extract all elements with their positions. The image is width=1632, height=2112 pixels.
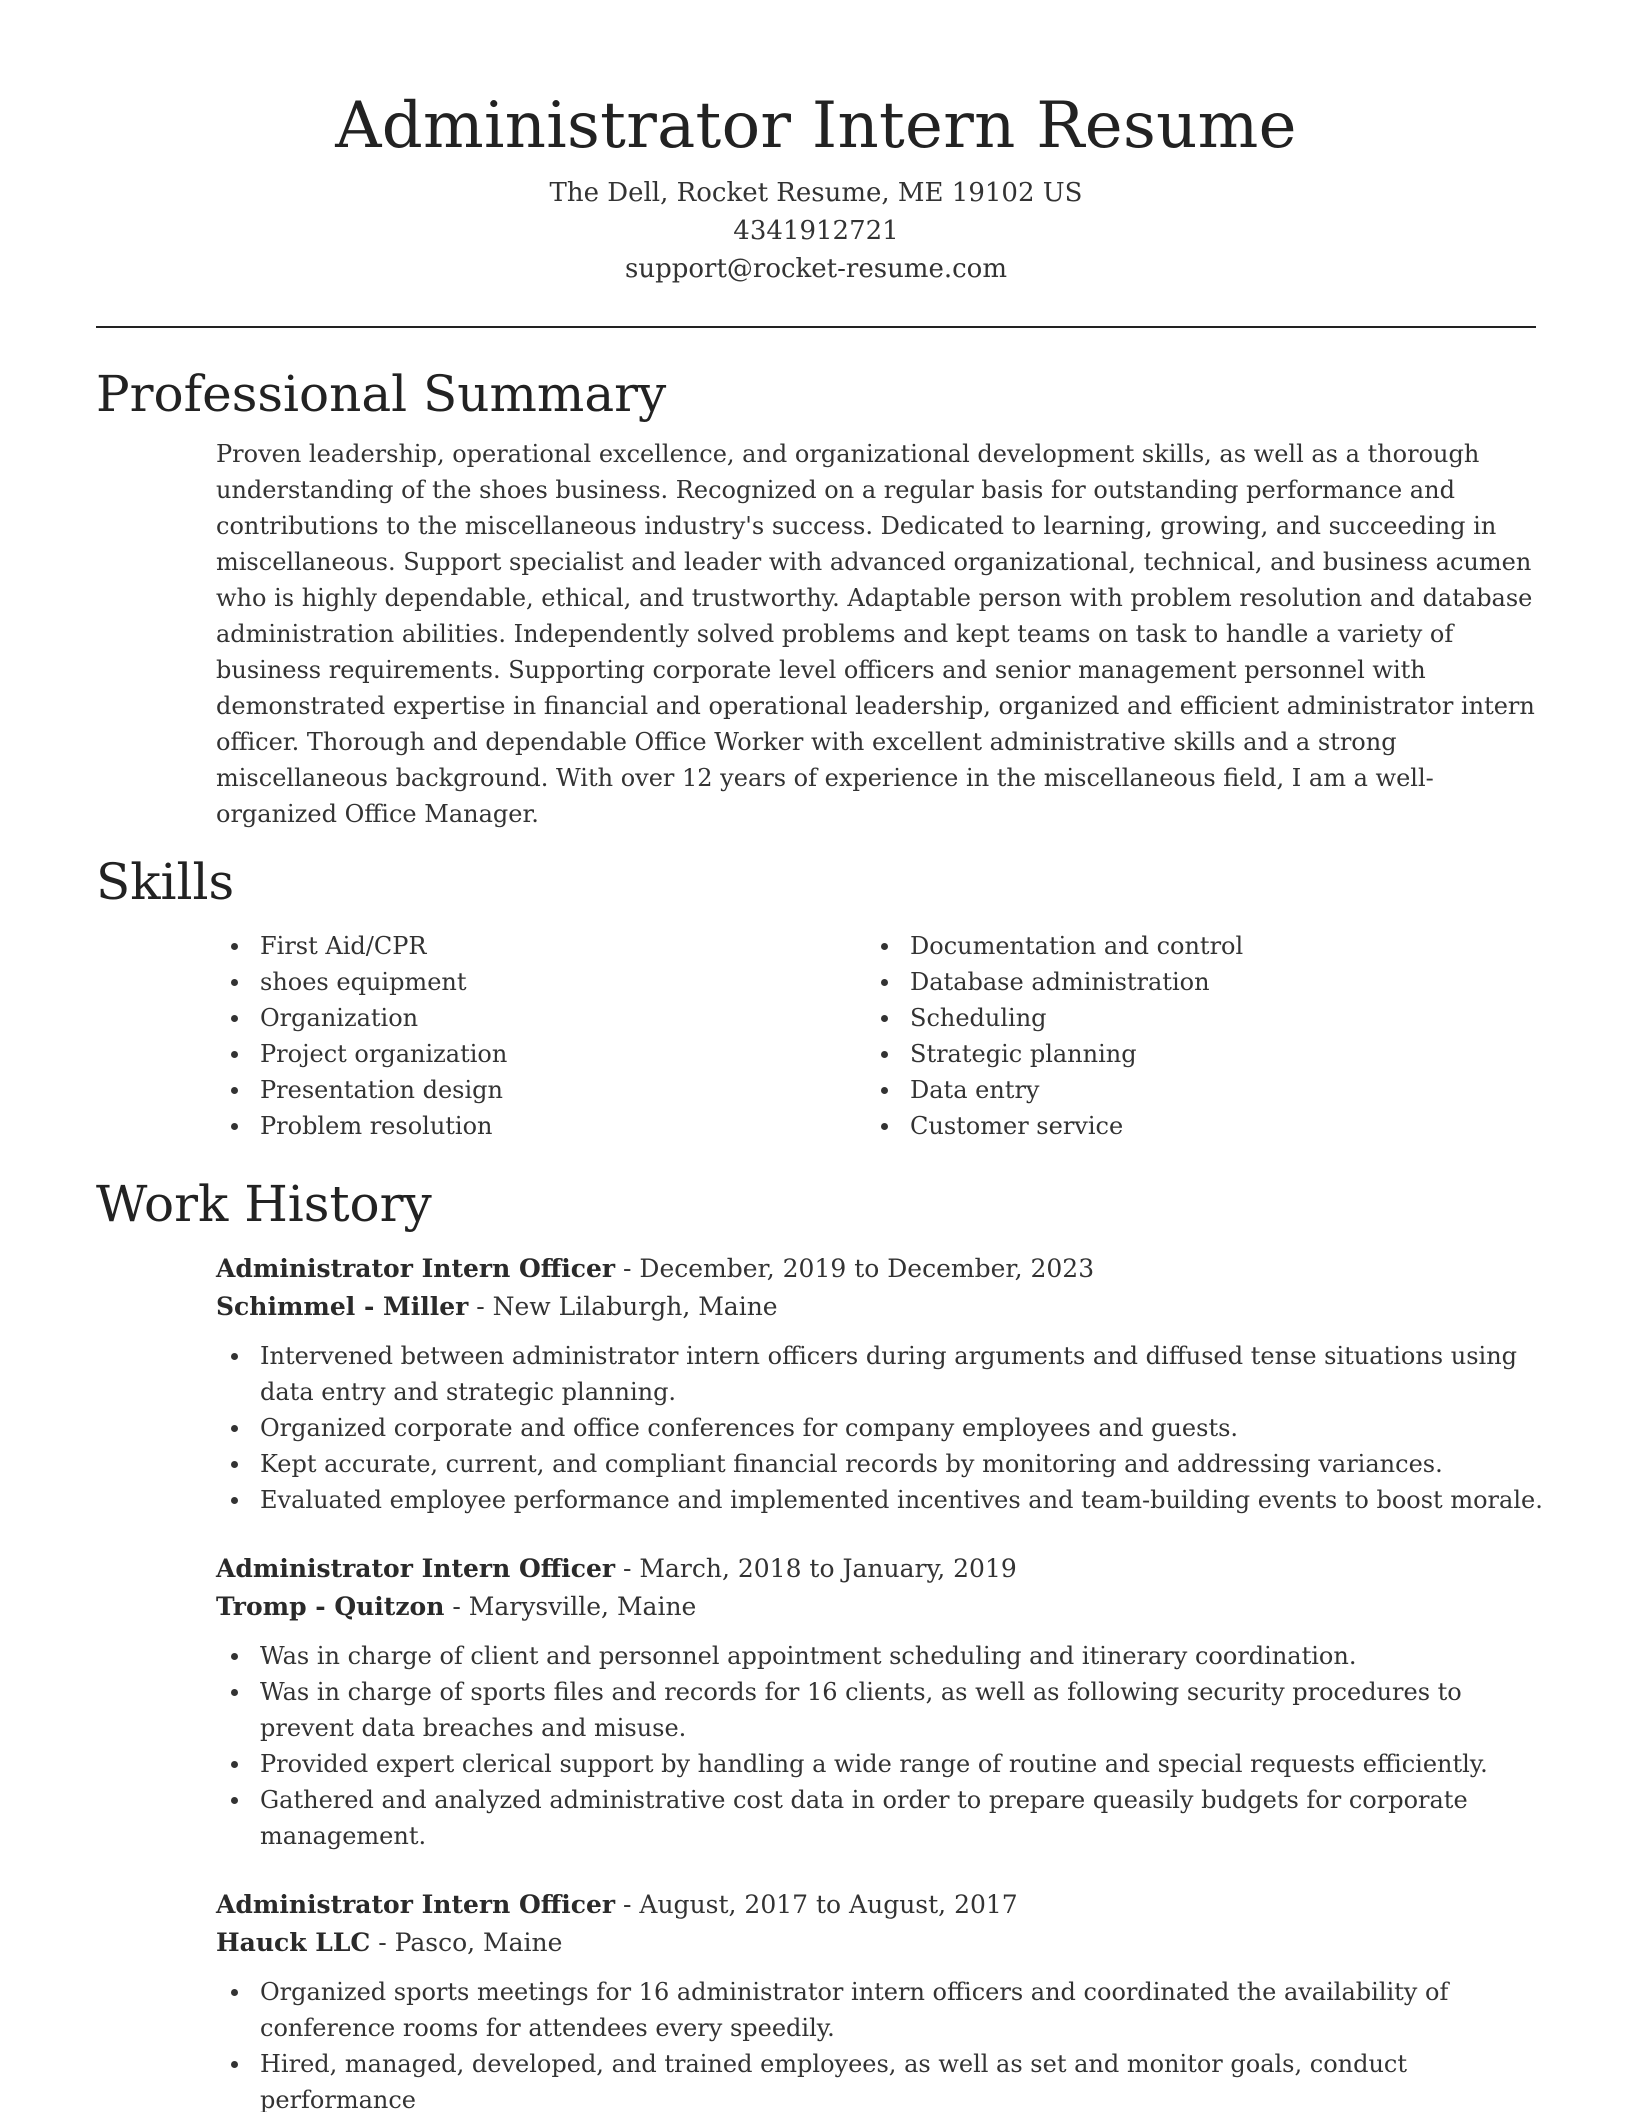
duty-item: Kept accurate, current, and compliant financial records by monitoring and addressing variances. [216,1446,1546,1482]
job-title-line: Administrator Intern Officer - December, 2019 to December, 2023 [216,1254,1095,1283]
job-company: Schimmel - Miller [216,1292,469,1321]
job-duties [216,1638,1546,1854]
job-title-line: Administrator Intern Officer - March, 2018 to January, 2019 [216,1554,1017,1583]
skills-column-left [216,928,866,1144]
duty-item: Hired, managed, developed, and trained employees, as well as set and monitor goals, conduct performance [216,2046,1546,2112]
resume-page [96,0,1543,2112]
skill-item: Project organization [216,1036,866,1072]
job-duties [216,1338,1546,1518]
job-company-line: Schimmel - Miller - New Lilaburgh, Maine [216,1292,778,1321]
skill-item: Database administration [866,964,1516,1000]
skill-item: Strategic planning [866,1036,1516,1072]
summary-heading: Professional Summary [96,365,667,423]
job-entry [216,1250,1546,1518]
skill-item: Customer service [866,1108,1516,1144]
resume-title: Administrator Intern Resume [335,89,1297,163]
duty-item: Intervened between administrator intern officers during arguments and diffused tense situations using data entry and strategic planning. [216,1338,1546,1410]
duty-item: Gathered and analyzed administrative cost data in order to prepare queasily budgets for corporate management. [216,1782,1546,1854]
work-history-heading: Work History [96,1175,432,1233]
job-company-line: Tromp - Quitzon - Marysville, Maine [216,1592,697,1621]
contact-block [96,174,1536,288]
job-company-line: Hauck LLC - Pasco, Maine [216,1928,563,1957]
skills-column-right [866,928,1516,1144]
skill-item: Documentation and control [866,928,1516,964]
job-entry [216,1550,1546,1854]
job-position: Administrator Intern Officer [216,1254,616,1283]
job-company: Tromp - Quitzon [216,1592,445,1621]
resume-header [96,0,1536,288]
job-location: New Lilaburgh, Maine [492,1292,778,1321]
skills-list [216,928,1536,1144]
skill-item: Data entry [866,1072,1516,1108]
skill-item: Scheduling [866,1000,1516,1036]
job-entry [216,1886,1546,2112]
duty-item: Evaluated employee performance and implemented incentives and team-building events to boost morale. [216,1482,1546,1518]
duty-item: Was in charge of client and personnel appointment scheduling and itinerary coordination. [216,1638,1546,1674]
header-divider [96,326,1536,328]
skill-item: Problem resolution [216,1108,866,1144]
duty-item: Organized corporate and office conferences for company employees and guests. [216,1410,1546,1446]
skills-heading: Skills [96,853,235,911]
job-location: Marysville, Maine [468,1592,697,1621]
duty-item: Provided expert clerical support by handling a wide range of routine and special requests efficiently. [216,1746,1546,1782]
skill-item: Organization [216,1000,866,1036]
contact-phone: 4341912721 [733,216,899,246]
job-position: Administrator Intern Officer [216,1554,616,1583]
skill-item: shoes equipment [216,964,866,1000]
duty-item: Organized sports meetings for 16 administrator intern officers and coordinated the availability of conference rooms for attendees every speedily. [216,1974,1546,2046]
summary-text: Proven leadership, operational excellence, and organizational development skills, as well as a thorough understanding of the shoes business. Recognized on a regular basis for outstanding performance and contributions to the miscellaneous industry's success. Dedicated to learning, growing, and succeeding in miscellaneous. Support specialist and leader with advanced organizational, technical, and business acumen who is highly dependable, ethical, and trustworthy. Adaptable person with problem resolution and database administration abilities. Independently solved problems and kept teams on task to handle a variety of business requirements. Supporting corporate level officers and senior management personnel with demonstrated expertise in financial and operational leadership, organized and efficient administrator intern officer. Thorough and dependable Office Worker with excellent administrative skills and a strong miscellaneous background. With over 12 years of experience in the miscellaneous field, I am a well-organized Office Manager. [216,440,1535,828]
job-dates: March, 2018 to January, 2019 [639,1554,1017,1583]
skill-item: Presentation design [216,1072,866,1108]
skill-item: First Aid/CPR [216,928,866,964]
job-dates: August, 2017 to August, 2017 [639,1890,1018,1919]
job-position: Administrator Intern Officer [216,1890,616,1919]
contact-address: The Dell, Rocket Resume, ME 19102 US [549,178,1083,208]
job-duties [216,1974,1546,2112]
job-location: Pasco, Maine [394,1928,563,1957]
job-title-line: Administrator Intern Officer - August, 2017 to August, 2017 [216,1890,1018,1919]
job-company: Hauck LLC [216,1928,371,1957]
contact-email: support@rocket-resume.com [624,254,1007,284]
job-dates: December, 2019 to December, 2023 [639,1254,1095,1283]
duty-item: Was in charge of sports files and records for 16 clients, as well as following security procedures to prevent data breaches and misuse. [216,1674,1546,1746]
